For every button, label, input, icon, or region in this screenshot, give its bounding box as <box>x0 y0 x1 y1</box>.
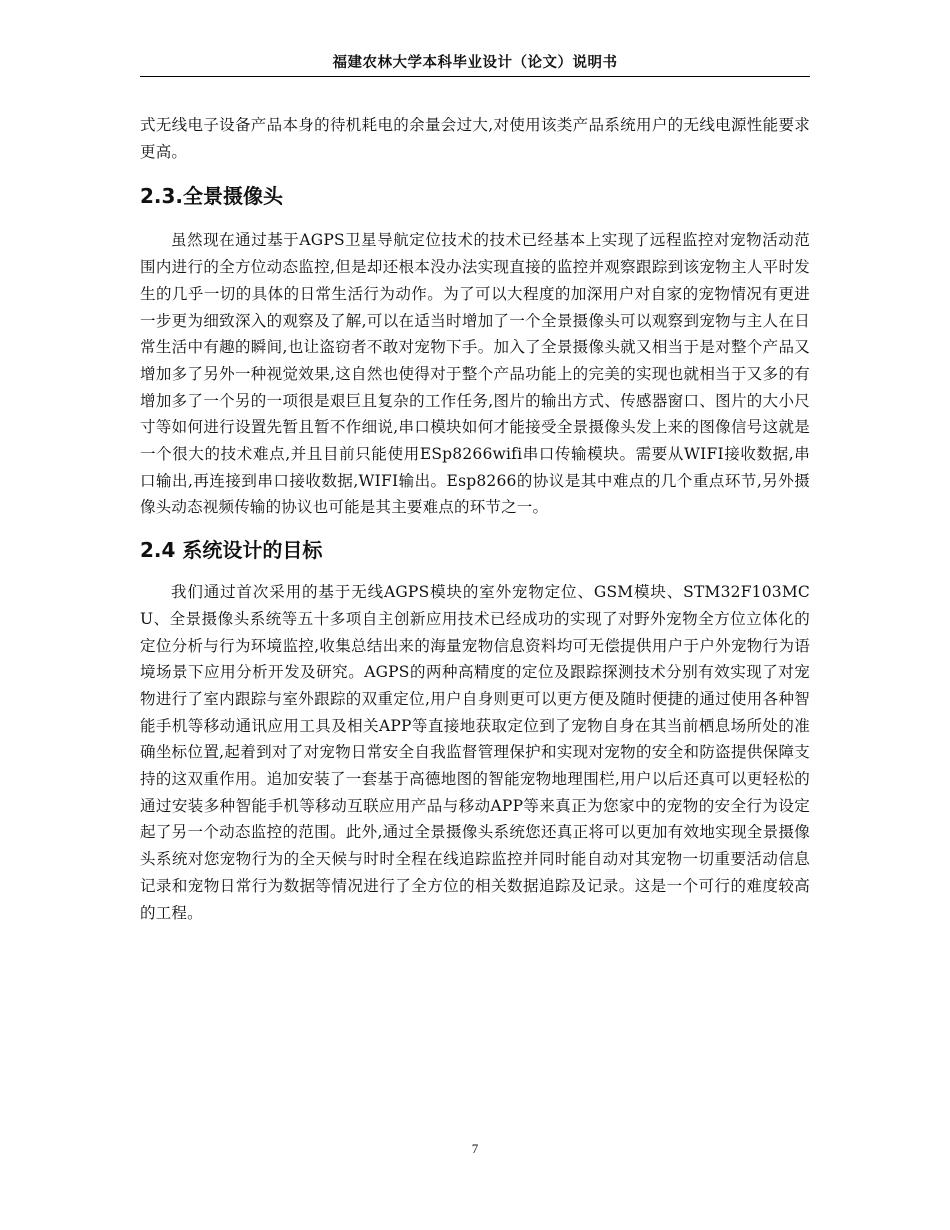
section-heading-2-4: 2.4 系统设计的目标 <box>140 538 323 563</box>
page-number: 7 <box>471 1141 479 1156</box>
section-2-3-paragraph: 虽然现在通过基于AGPS卫星导航定位技术的技术已经基本上实现了远程监控对宠物活动范围内进行的全方位动态监控,但是却还根本没办法实现直接的监控并观察跟踪到该宠物主人平时发生的几乎一切的具体的日常生活行为动作。为了可以大程度的加深用户对自家的宠物情况有更进一步更为细致深入的观察及了解,可以在适当时增加了一个全景摄像头可以观察到宠物与主人在日常生活中有趣的瞬间,也让盗窃者不敢对宠物下手。加入了全景摄像头就又相当于是对整个产品又增加多了另外一种视觉效果,这自然也使得对于整个产品功能上的完美的实现也就相当于又多的有增加多了一个另的一项很是艰巨且复杂的工作任务,图片的输出方式、传感器窗口、图片的大小尺寸等如何进行设置先暂且暂不作细说,串口模块如何才能接受全景摄像头发上来的图像信号这就是一个很大的技术难点,并且目前只能使用ESp8266wifi串口传输模块。需要从WIFI接收数据,串口输出,再连接到串口接收数据,WIFI输出。Esp8266的协议是其中难点的几个重点环节,另外摄像头动态视频传输的协议也可能是其主要难点的环节之一。 <box>140 231 810 517</box>
section-heading-2-3: 2.3.全景摄像头 <box>140 184 284 209</box>
page-header-title: 福建农林大学本科毕业设计（论文）说明书 <box>332 55 618 71</box>
intro-paragraph: 式无线电子设备产品本身的待机耗电的余量会过大,对使用该类产品系统用户的无线电源性能要求更高。 <box>140 116 810 161</box>
document-body <box>140 112 810 926</box>
section-2-4-paragraph: 我们通过首次采用的基于无线AGPS模块的室外宠物定位、GSM模块、STM32F103MCU、全景摄像头系统等五十多项自主创新应用技术已经成功的实现了对野外宠物全方位立体化的定位分析与行为环境监控,收集总结出来的海量宠物信息资料均可无偿提供用户于户外宠物行为语境场景下应用分析开发及研究。AGPS的两种高精度的定位及跟踪探测技术分别有效实现了对宠物进行了室内跟踪与室外跟踪的双重定位,用户自身则更可以更方便及随时便捷的通过使用各种智能手机等移动通讯应用工具及相关APP等直接地获取定位到了宠物自身在其当前栖息场所处的准确坐标位置,起着到对了对宠物日常安全自我监督管理保护和实现对宠物的安全和防盗提供保障支持的这双重作用。追加安装了一套基于高德地图的智能宠物地理围栏,用户以后还真可以更轻松的通过安装多种智能手机等移动互联应用产品与移动APP等来真正为您家中的宠物的安全行为设定起了另一个动态监控的范围。此外,通过全景摄像头系统您还真正将可以更加有效地实现全景摄像头系统对您宠物行为的全天候与时时全程在线追踪监控并同时能自动对其宠物一切重要活动信息记录和宠物日常行为数据等情况进行了全方位的相关数据追踪及记录。这是一个可行的难度较高的工程。 <box>140 583 810 922</box>
header-divider <box>140 76 810 77</box>
